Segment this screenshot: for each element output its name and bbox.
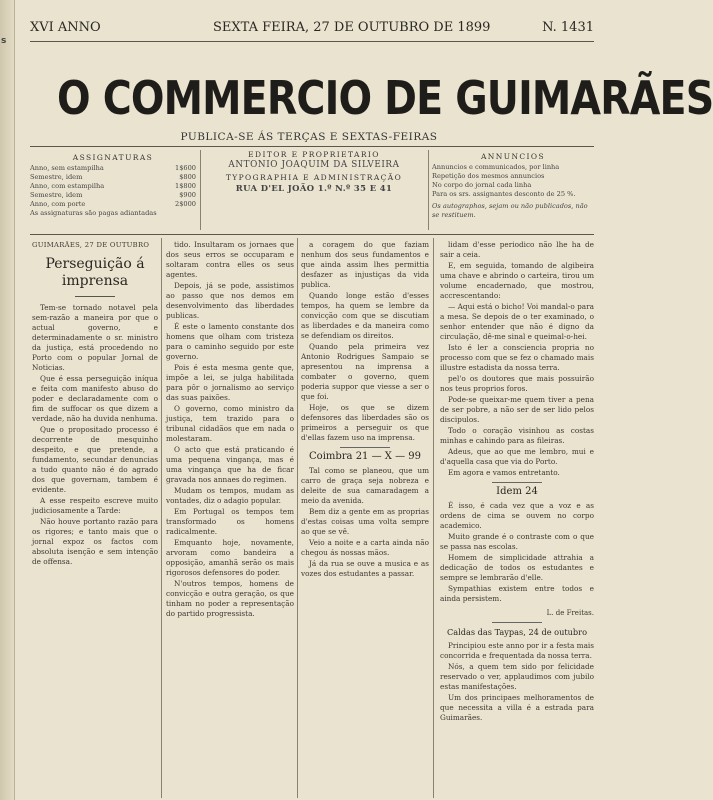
issue-year: XVI ANNO <box>30 20 101 35</box>
dateline: GUIMARÃES, 27 DE OUTUBRO <box>32 241 150 249</box>
article-paragraph: Quando pela primeira vez Antonio Rodrigues Sampaio se apresentou na imprensa a combater o governo, quem poderia suppor que viesse a ser o que foi. <box>301 342 429 401</box>
article-paragraph: Não houve portanto razão para os rigores; e tanto mais que o jornal expoz os factos com absoluta isenção e sem intenção de offensa. <box>32 517 158 566</box>
article-paragraph: Homem de simplicidade attrahia a dedicação de todos os estudantes e sempre se lembrarão d'elle. <box>440 553 594 582</box>
article-paragraph: Um dos principaes melhoramentos de que necessita a villa é a estrada para Guimarães. <box>440 693 594 722</box>
section-rule <box>492 622 542 623</box>
article-paragraph: N'outros tempos, homens de convicção e outra geração, os que tinham no poder a representação do partido progressista. <box>166 579 294 618</box>
article-paragraph: É este o lamento constante dos homens que olham com tristeza para o caminho seguido por este governo. <box>166 322 294 361</box>
publisher-heading: EDITOR E PROPRIETARIO <box>248 150 380 159</box>
article-paragraph: Isto é ler a consciencia propria no processo com que se fez o chamado mais illustre estadista da nossa terra. <box>440 343 594 372</box>
publisher-office: TYPOGRAPHIA E ADMINISTRAÇÃO <box>225 173 403 182</box>
section-heading-coimbra: Coimbra 21 — X — 99 <box>309 451 421 462</box>
masthead-rule-bottom <box>30 146 594 147</box>
article-paragraph: Nós, a quem tem sido por felicidade reservado o ver, applaudimos com jubilo estas manifestações. <box>440 662 594 691</box>
column-3 <box>301 240 429 580</box>
section-heading-caldas: Caldas das Taypas, 24 de outubro <box>446 627 588 637</box>
column-divider <box>428 150 429 230</box>
article-paragraph: Sympathias existem entre todos e ainda persistem. <box>440 584 594 603</box>
article-paragraph: O acto que está praticando é uma pequena vingança, mas é uma vingança que ha de ficar gravada nos annaes do regimen. <box>166 445 294 484</box>
article-paragraph: E, em seguida, tomando de algibeira uma chave e abrindo o carteira, tirou um volume encadernado, que mostrou, accrescentando: <box>440 261 594 300</box>
article-paragraph: Que é essa perseguição iníqua e feita com manifesto abuso do poder e declaradamente com o fim de suffocar os que dizem a verdade, não ha duvida nenhuma. <box>32 374 158 423</box>
binding-text: s <box>1 36 7 46</box>
subscription-row: Anno, sem estampilha 1$600 <box>30 164 196 172</box>
issue-number: N. 1431 <box>542 20 594 35</box>
article-paragraph: Pode-se queixar-me quem tiver a pena de ser pobre, a não ser de ser lido pelos discipulos. <box>440 395 594 424</box>
subscriptions-note: As assignaturas são pagas adiantadas <box>30 209 157 217</box>
subscriptions-box <box>30 153 196 218</box>
column-4 <box>440 240 594 724</box>
announcement-line: Repetição dos mesmos annuncios <box>432 172 545 180</box>
article-paragraph: Quando longe estão d'esses tempos, ha quem se lembre da convicção com que se discutiam as liberdades e da maneira como se defendiam os direitos. <box>301 291 429 340</box>
announcements-note: Os autographos, sejam ou não publicados, não se restituem. <box>432 202 588 219</box>
newspaper-title: O COMMERCIO DE GUIMARÃES <box>57 71 713 125</box>
section-heading-idem: Idem 24 <box>496 486 538 497</box>
article-paragraph: Adeus, que ao que me lembro, mui e d'aquella casa que via do Porto. <box>440 447 594 466</box>
article-paragraph: tido. Insultaram os jornaes que dos seus erros se occuparam e soltaram contra elles os seus agentes. <box>166 240 294 279</box>
article-paragraph: — Aqui está o bicho! Voi mandal-o para a mesa. Se depois de o ter examinado, o senhor entender que não é digno da circulação, dê-me sinal e queimal-o-hei. <box>440 302 594 341</box>
article-paragraph: Já da rua se ouve a musica e as vozes dos estudantes a passar. <box>301 559 429 578</box>
publisher-address: RUA D'EL JOÃO 1.º N.º 35 E 41 <box>235 183 393 193</box>
article-paragraph: Pois é esta mesma gente que, impõe a lei, se julga habilitada para pôr o jornalismo ao serviço das suas paixões. <box>166 363 294 402</box>
subscription-row: Semestre, idem $900 <box>30 191 196 199</box>
newspaper-page <box>16 0 713 800</box>
article-paragraph: Tal como se planeou, que um carro de graça seja nobreza e deleite de sua camaradagem a meio da avenida. <box>301 466 429 505</box>
announcement-line: Annuncios e communicados, por linha <box>432 163 560 171</box>
masthead-top-line <box>30 20 594 38</box>
header-boxes-rule <box>30 234 594 235</box>
page-binding <box>0 0 15 800</box>
column-divider <box>433 238 434 798</box>
section-rule <box>340 447 390 448</box>
column-divider <box>161 238 162 798</box>
article-paragraph: Todo o coração visinhou as costas minhas e cahindo para as fileiras. <box>440 426 594 445</box>
issue-date: SEXTA FEIRA, 27 DE OUTUBRO DE 1899 <box>213 20 491 35</box>
announcements-box <box>432 152 594 220</box>
publisher-owner: ANTONIO JOAQUIM DA SILVEIRA <box>228 160 400 170</box>
newspaper-subtitle: PUBLICA-SE ÁS TERÇAS E SEXTAS-FEIRAS <box>180 131 438 143</box>
column-divider <box>297 238 298 798</box>
article-paragraph: Em Portugal os tempos tem transformado os homens radicalmente. <box>166 507 294 536</box>
subscription-row: Anno, com porte 2$000 <box>30 200 196 208</box>
headline-rule <box>75 296 115 297</box>
subscription-row: Anno, com estampilha 1$800 <box>30 182 196 190</box>
article-paragraph: Que o propositado processo é decorrente de mesquinho despeito, e que pretende, a fundamento, secundar denuncias a tudo quanto não é do agrado dos que governam, tambem é evidente. <box>32 425 158 494</box>
article-paragraph: Tem-se tornado notavel pela sem-razão a maneira por que o actual governo, e determinadamente o sr. ministro da justiça, está procedendo no Porto com o popular Jornal de Noticias. <box>32 303 158 372</box>
column-2 <box>166 240 294 620</box>
article-paragraph: É isso, é cada vez que a voz e as ordens de cima se ouvem no corpo academico. <box>440 501 594 530</box>
column-divider <box>200 150 201 230</box>
article-signature: L. de Freitas. <box>546 609 594 617</box>
article-paragraph: Depois, já se pode, assistimos ao passo que nos demos em desenvolvimento das liberdades publicas. <box>166 281 294 320</box>
article-paragraph: Em agora e vamos entretanto. <box>448 468 560 477</box>
article-paragraph: Bem diz a gente em as proprias d'estas coisas uma volta sempre ao que se vê. <box>301 507 429 536</box>
article-paragraph: a coragem do que faziam nenhum dos seus fundamentos e que ainda assim lhes permittia desfazer as injustiças da vida publica. <box>301 240 429 289</box>
masthead-rule-top <box>30 41 594 42</box>
column-1 <box>32 240 158 568</box>
article-paragraph: lidam d'esse periodico não lhe ha de sair a ceia. <box>440 240 594 259</box>
subscription-row: Semestre, idem $800 <box>30 173 196 181</box>
article-paragraph: Emquanto hoje, novamente, arvoram como bandeira a opposição, amanhã serão os mais rigorosos defensores do poder. <box>166 538 294 577</box>
announcements-heading: ANNUNCIOS <box>480 152 545 161</box>
article-headline: Perseguição á imprensa <box>32 256 158 297</box>
announcement-line: Para os srs. assignantes desconto de 25 %. <box>432 190 576 198</box>
article-paragraph: Mudam os tempos, mudam as vontades, diz o adagio popular. <box>166 486 294 505</box>
announcement-line: No corpo do jornal cada linha <box>432 181 532 189</box>
article-paragraph: Principiou este anno por ir a festa mais concorrida e frequentada da nossa terra. <box>440 641 594 660</box>
section-rule <box>492 482 542 483</box>
subscriptions-heading: ASSIGNATURAS <box>72 153 154 162</box>
article-paragraph: Hoje, os que se dizem defensores das liberdades são os primeiros a perseguir os que d'ellas fazem uso na imprensa. <box>301 403 429 442</box>
article-paragraph: Muito grande é o contraste com o que se passa nas escolas. <box>440 532 594 551</box>
article-paragraph: Veio a noite e a carta ainda não chegou ás nossas mãos. <box>301 538 429 557</box>
publisher-box <box>204 150 424 193</box>
article-paragraph: pel'o os doutores que mais possuirão nos teus proprios foros. <box>440 374 594 393</box>
article-paragraph: O governo, como ministro da justiça, tem trazido para o tribunal cidadãos que em nada o molestaram. <box>166 404 294 443</box>
article-paragraph: A esse respeito escreve muito judiciosamente a Tarde: <box>32 496 158 515</box>
